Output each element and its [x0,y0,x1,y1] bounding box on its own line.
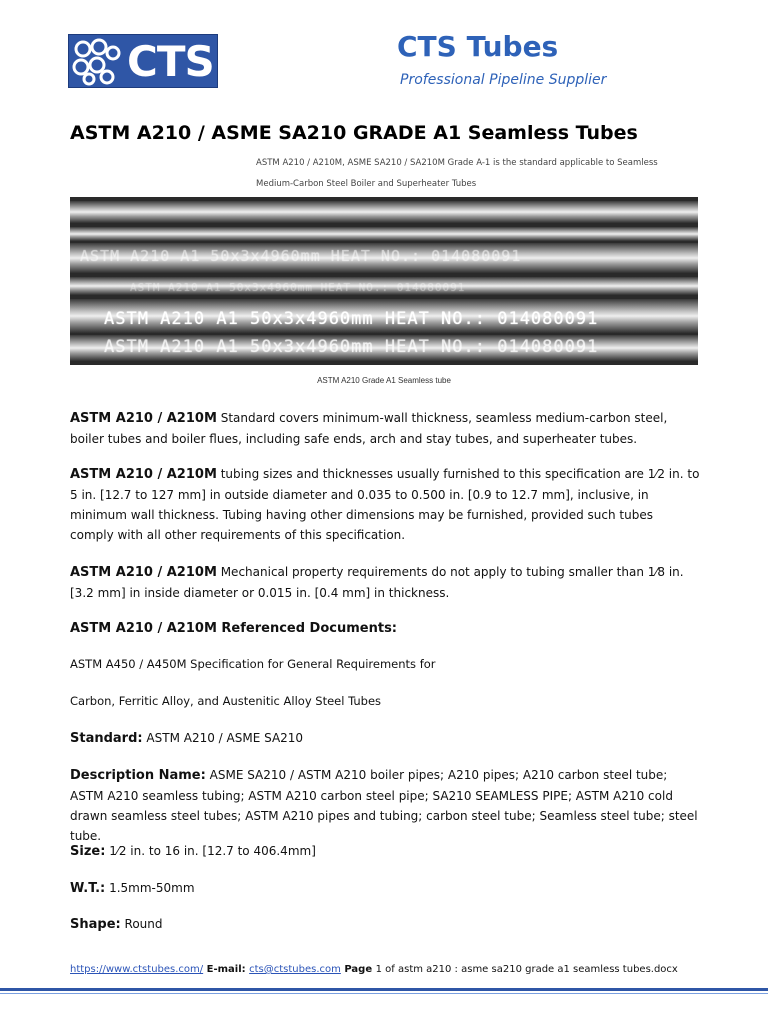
field-label: Description Name: [70,768,206,783]
logo-text: CTS [127,37,214,86]
shape-line [70,914,700,935]
paragraph-label: ASTM A210 / A210M [70,467,217,482]
website-link[interactable]: https://www.ctstubes.com/ [70,964,204,975]
page-label: Page [340,964,376,975]
paragraph-mechanical [70,562,700,603]
tube-stripe [70,227,698,241]
field-label: Size: [70,844,106,859]
logo-circles-icon [69,35,127,87]
referenced-documents-heading [70,618,700,639]
paragraph-sizes [70,464,700,545]
paragraph-text: Mechanical property requirements do not apply to tubing smaller than 1⁄8 in. [3.2 mm] in inside diameter or 0.015 in. [0.4 mm] in thickness. [70,565,684,600]
page-number: 1 [375,964,382,975]
field-value: Round [120,917,163,931]
field-value: ASME SA210 / ASTM A210 boiler pipes; A210 pipes; A210 carbon steel tube; ASTM A210 seamless tubing; ASTM A210 carbon steel pipe; SA210 SEAMLESS PIPE; ASTM A210 cold drawn seamless steel tubes; ASTM A210 pipes and tubing; carbon steel tube; Seamless steel tube; steel tube. [70,768,698,843]
brand-title: CTS Tubes [397,30,559,63]
photo-caption: ASTM A210 Grade A1 Seamless tube [317,376,451,385]
footer-divider [0,993,768,994]
description-line [70,765,700,846]
tube-photo [70,197,698,365]
page-footer [70,964,678,975]
brand-subtitle: Professional Pipeline Supplier [400,72,607,88]
paragraph-scope [70,408,700,449]
email-label: E-mail: [203,964,250,975]
paragraph-text: tubing sizes and thicknesses usually furnished to this specification are 1⁄2 in. to 5 in. [12.7 to 127 mm] in outside diameter and 0.035 to 0.500 in. [0.9 to 12.7 mm], inclusive, in minimum wall thickness. Tubing having other dimensions may be furnished, provided such tubes comply with all other requirements of this specification. [70,467,700,542]
heading-label: ASTM A210 / A210M Referenced Documents: [70,621,397,636]
standard-line [70,728,700,749]
tube-stamp: ASTM A210 A1 50x3x4960mm HEAT NO.: 014080091 [80,247,522,265]
field-value: ASTM A210 / ASME SA210 [142,731,304,745]
field-label: Standard: [70,731,143,746]
file-name: of astm a210 : asme sa210 grade a1 seamless tubes.docx [381,964,678,975]
tube-stamp: ASTM A210 A1 50x3x4960mm HEAT NO.: 014080091 [104,309,599,329]
email-link[interactable]: cts@ctstubes.com [249,964,341,975]
size-line [70,841,700,862]
wall-thickness-line [70,878,700,899]
intro-line: Medium-Carbon Steel Boiler and Superheater Tubes [256,179,477,189]
cts-logo [68,34,218,88]
field-label: Shape: [70,917,121,932]
document-title: ASTM A210 / ASME SA210 GRADE A1 Seamless Tubes [70,122,638,144]
intro-line: ASTM A210 / A210M, ASME SA210 / SA210M Grade A-1 is the standard applicable to Seamless [256,158,658,168]
referenced-doc-line: Carbon, Ferritic Alloy, and Austenitic Alloy Steel Tubes [70,694,382,708]
footer-divider [0,988,768,991]
tube-stamp: ASTM A210 A1 50x3x4960mm HEAT NO.: 014080091 [130,281,466,294]
field-value: 1.5mm-50mm [105,881,195,895]
paragraph-text: Standard covers minimum-wall thickness, seamless medium-carbon steel, boiler tubes and boiler flues, including safe ends, arch and stay tubes, and superheater tubes. [70,411,668,446]
paragraph-label: ASTM A210 / A210M [70,565,217,580]
tube-stamp: ASTM A210 A1 50x3x4960mm HEAT NO.: 014080091 [104,337,599,357]
paragraph-label: ASTM A210 / A210M [70,411,217,426]
intro-text [256,153,696,195]
tube-stripe [70,201,698,223]
field-value: 1⁄2 in. to 16 in. [12.7 to 406.4mm] [105,844,316,858]
referenced-doc-line: ASTM A450 / A450M Specification for General Requirements for [70,657,436,671]
field-label: W.T.: [70,881,106,896]
